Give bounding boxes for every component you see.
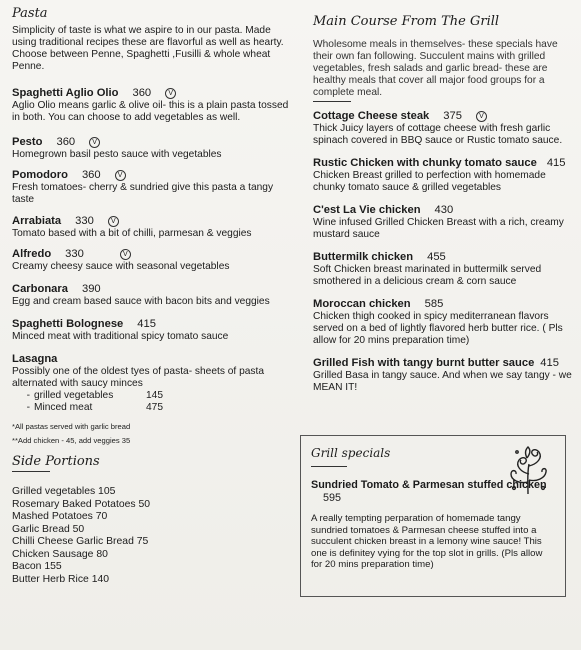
grill-item-description: A really tempting perparation of homemade tangy sundried tomatoes & Parmesan cheese stuffed into a succulent chicken breast in a lemony wine sauce! This one is definitey vying for the top slot in grills. (Pls allow for 20 mins preparation time) [311,513,543,570]
item-price: 360 [132,87,152,99]
grill-specials-title: Grill specials [311,446,391,460]
item-description: Chicken thigh cooked in spicy mediterranean flavors served on a bed of lightly flavored herb butter rice. ( Pls allow for 20 mins preparation time) [313,311,563,346]
menu-item [313,298,578,347]
item-name: Arrabiata [12,215,62,227]
menu-item [313,251,578,288]
item-price: 585 [424,298,444,310]
menu-item [12,87,297,124]
item-name: Moroccan chicken [313,298,411,310]
veg-icon: V [120,249,131,260]
item-description: Soft Chicken breast marinated in buttermilk served smothered in a delicious cream & corn sauce [313,264,542,287]
option-price: 145 [146,390,163,401]
item-price: 390 [81,283,101,295]
item-name: C'est La Vie chicken [313,204,421,216]
menu-item [313,110,578,147]
veg-icon: V [108,216,119,227]
item-description: Fresh tomatoes- cherry & sundried give this pasta a tangy taste [12,182,274,205]
item-name: Grilled Fish with tangy burnt butter sauce [313,357,535,369]
item-price: 360 [56,136,76,148]
item-name: Pomodoro [12,169,68,181]
item-price: 360 [81,169,101,181]
veg-icon: V [89,137,100,148]
item-price: 415 [540,357,559,369]
list-item: Chicken Sausage 80 [12,548,108,560]
option-label: Minced meat [34,402,93,413]
lasagna-option: - grilled vegetables 145 [26,390,163,401]
main-course-title: Main Course From The Grill [313,14,500,29]
left-column [12,6,297,586]
side-portions-list [12,486,297,586]
item-name: Sundried Tomato & Parmesan stuffed chicken [311,479,547,491]
side-portions-title: Side Portions [12,454,100,469]
divider [12,471,50,472]
menu-item [12,215,297,240]
menu-item [313,204,578,241]
pasta-note: *All pastas served with garlic bread [12,422,131,431]
veg-icon: V [115,170,126,181]
item-description: Tomato based with a bit of chilli, parmesan & veggies [12,228,252,239]
item-description: Homegrown basil pesto sauce with vegetables [12,149,222,160]
list-item: Butter Herb Rice 140 [12,573,110,585]
item-description: Wine infused Grilled Chicken Breast with a rich, creamy mustard sauce [313,217,564,240]
pasta-intro: Simplicity of taste is what we aspire to in our pasta. Made using traditional recipes these are flavorful as well as hearty. Choose between Penne, Spaghetti ,Fusilli & whole wheat Penne. [12,25,284,72]
right-column [313,14,578,400]
item-name: Spaghetti Aglio Olio [12,87,119,99]
item-description: Minced meat with traditional spicy tomato sauce [12,331,229,342]
item-price: 375 [443,110,462,122]
divider [313,101,351,102]
item-description: Chicken Breast grilled to perfection with homemade chunky tomato sauce & grilled vegetables [313,170,546,193]
item-price: 455 [427,251,446,263]
pasta-note: **Add chicken - 45, add veggies 35 [12,436,131,445]
item-name: Carbonara [12,283,68,295]
option-label: grilled vegetables [34,390,114,401]
item-description: Thick Juicy layers of cottage cheese with fresh garlic spinach covered in BBQ sauce or Rustic tomato sauce. [313,123,563,146]
item-description: Grilled Basa in tangy sauce. And when we say tangy - we MEAN IT! [313,370,572,393]
item-price: 330 [75,215,94,227]
list-item: Mashed Potatoes 70 [12,511,108,522]
lasagna-option: - Minced meat 475 [26,402,163,413]
item-description: Egg and cream based sauce with bacon bits and veggies [12,296,270,307]
grill-specials-box [300,435,566,597]
item-name: Spaghetti Bolognese [12,318,124,330]
menu-item [313,157,578,194]
item-description: Creamy cheesy sauce with seasonal vegetables [12,261,230,272]
menu-item [12,318,297,343]
item-name: Pesto [12,136,43,148]
divider [311,466,347,467]
veg-icon: V [476,111,487,122]
menu-item [313,357,578,394]
item-price: 415 [546,157,566,169]
option-price: 475 [146,402,163,413]
item-name: Alfredo [12,248,52,260]
list-item: Grilled vegetables 105 [12,486,116,497]
menu-item [12,283,297,308]
list-item: Rosemary Baked Potatoes 50 [12,498,151,510]
item-name: Buttermilk chicken [313,251,414,263]
swirl-ornament-icon [505,444,551,496]
item-name: Cottage Cheese steak [313,110,430,122]
item-description: Possibly one of the oldest tyes of pasta- sheets of pasta alternated with saucy minces [12,366,265,389]
menu-item [12,169,297,206]
item-description: Aglio Olio means garlic & olive oil- this is a plain pasta tossed in both. You can choose to add vegetables as well. [12,100,289,123]
list-item: Garlic Bread 50 [12,523,85,535]
item-name: Rustic Chicken with chunky tomato sauce [313,157,537,169]
list-item: Chilli Cheese Garlic Bread 75 [12,536,149,547]
menu-item-lasagna [12,353,297,414]
pasta-section-title: Pasta [12,6,48,21]
menu-item [12,136,297,161]
menu-item [12,248,297,273]
main-course-intro: Wholesome meals in themselves- these specials have their own fan following. Succulent mains with grilled vegetables, fresh salads and garlic bread- these are healthy meals that cover all major food groups for a complete meal. [313,39,558,98]
item-price: 595 [323,492,342,504]
item-name: Lasagna [12,353,58,365]
list-item: Bacon 155 [12,561,62,572]
item-price: 430 [434,204,454,216]
veg-icon: V [165,88,176,99]
item-price: 415 [137,318,156,330]
item-price: 330 [65,248,84,260]
